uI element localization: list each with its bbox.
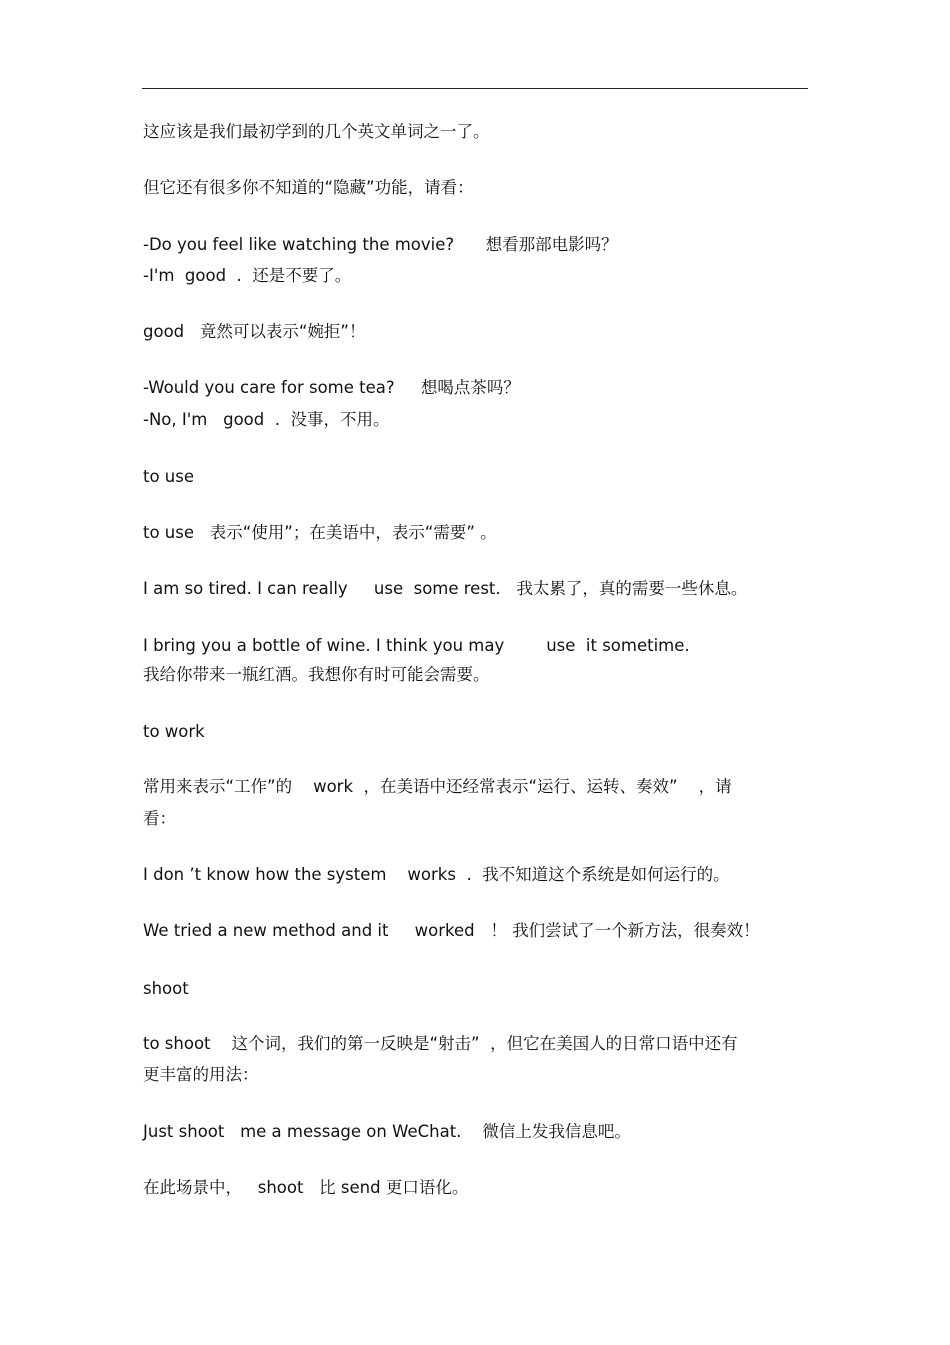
text-line: 在此场景中， shoot 比 send 更口语化。 <box>143 1178 469 1197</box>
dialogue-line: -Would you care for some tea? 想喝点茶吗？ <box>143 378 520 397</box>
example-line: I bring you a bottle of wine. I think you may use it sometime. <box>143 636 690 655</box>
section-heading: to use <box>143 467 195 486</box>
text-line: 更丰富的用法： <box>143 1065 259 1084</box>
dialogue-line: -I'm good . 还是不要了。 <box>143 266 352 285</box>
example-line: Just shoot me a message on WeChat. 微信上发我信息吧。 <box>143 1122 631 1141</box>
example-line: We tried a new method and it worked ！ 我们尝试了一个新方法，很奏效！ <box>143 921 760 940</box>
section-heading: shoot <box>143 979 189 998</box>
text-line: to shoot 这个词，我们的第一反映是“射击” ，但它在美国人的日常口语中还有 <box>143 1034 738 1053</box>
text-line: 这应该是我们最初学到的几个英文单词之一了。 <box>143 122 490 141</box>
dialogue-line: -No, I'm good . 没事，不用。 <box>143 410 390 429</box>
header-rule <box>142 88 808 89</box>
text-line: to use 表示“使用”；在美语中，表示“需要” 。 <box>143 523 497 542</box>
text-line: good 竟然可以表示“婉拒”！ <box>143 322 366 341</box>
example-line: I don ’t know how the system works . 我不知道这个系统是如何运行的。 <box>143 865 730 884</box>
text-line: 看： <box>143 809 176 828</box>
section-heading: to work <box>143 722 205 741</box>
dialogue-line: -Do you feel like watching the movie? 想看那部电影吗？ <box>143 235 618 254</box>
example-translation: 我给你带来一瓶红酒。我想你有时可能会需要。 <box>143 665 490 684</box>
text-line: 常用来表示“工作”的 work ，在美语中还经常表示“运行、运转、奏效” ，请 <box>143 777 732 796</box>
text-line: 但它还有很多你不知道的“隐藏”功能，请看： <box>143 178 474 197</box>
example-line: I am so tired. I can really use some rest. 我太累了，真的需要一些休息。 <box>143 579 748 598</box>
